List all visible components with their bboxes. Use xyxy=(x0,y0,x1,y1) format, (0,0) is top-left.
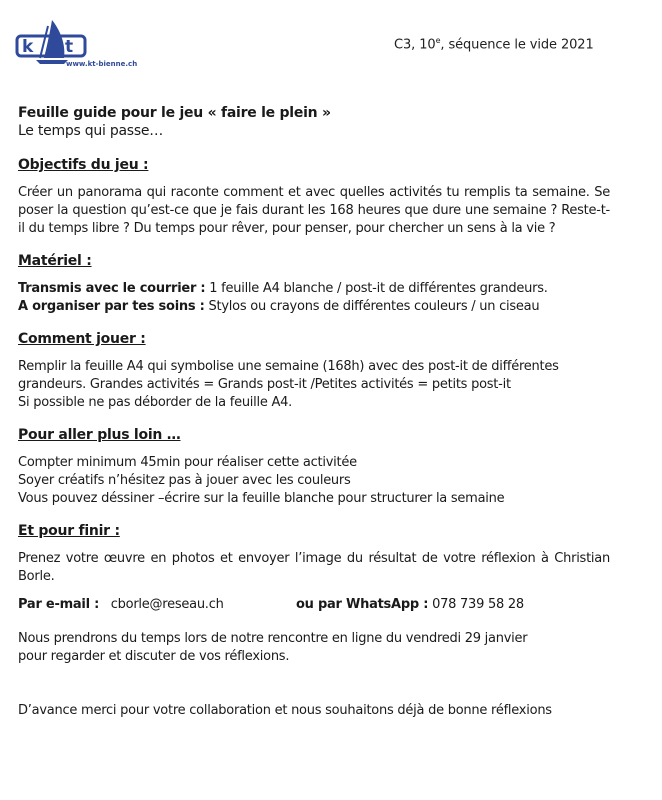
plus-loin-line: Soyer créatifs n’hésitez pas à jouer avec les couleurs xyxy=(18,473,351,488)
materiel-text-2: Stylos ou crayons de différentes couleurs / un ciseau xyxy=(204,299,540,314)
email-contact xyxy=(18,596,296,614)
document-body xyxy=(18,104,610,720)
section-comment-jouer xyxy=(18,330,610,412)
materiel-label-2: A organiser par tes soins : xyxy=(18,299,205,314)
reference-sup: e xyxy=(435,36,441,45)
whatsapp-number: 078 739 58 28 xyxy=(428,597,524,612)
heading-objectifs: Objectifs du jeu : xyxy=(18,157,149,173)
whatsapp-contact xyxy=(296,596,524,614)
svg-text:www.kt-bienne.ch: www.kt-bienne.ch xyxy=(66,60,138,68)
document-subtitle: Le temps qui passe… xyxy=(18,123,164,139)
materiel-label-1: Transmis avec le courrier : xyxy=(18,281,206,296)
materiel-line-2 xyxy=(18,298,610,316)
materiel-line-1 xyxy=(18,280,610,298)
sailboat-logo-icon xyxy=(14,18,144,70)
contact-row xyxy=(18,596,610,614)
meeting-text: Nous prendrons du temps lors de notre rencontre en ligne du vendredi 29 janvier pour regarder et discuter de vos réflexions. xyxy=(18,631,528,664)
closing-text: D’avance merci pour votre collaboration et nous souhaitons déjà de bonne réflexions xyxy=(18,703,552,718)
email-label: Par e-mail : xyxy=(18,597,100,612)
svg-text:k: k xyxy=(22,37,34,57)
heading-pour-finir: Et pour finir : xyxy=(18,523,120,539)
document-reference xyxy=(394,36,594,52)
materiel-text-1: 1 feuille A4 blanche / post-it de différentes grandeurs. xyxy=(205,281,548,296)
reference-suffix: , séquence le vide 2021 xyxy=(440,37,594,53)
svg-text:t: t xyxy=(65,37,74,57)
whatsapp-label: ou par WhatsApp : xyxy=(296,597,429,612)
finir-text: Prenez votre œuvre en photos et envoyer l’image du résultat de votre réflexion à Christian Borle. xyxy=(18,551,610,584)
document-title: Feuille guide pour le jeu « faire le plein » xyxy=(18,105,331,121)
section-materiel xyxy=(18,252,610,316)
comment-line-1: Remplir la feuille A4 qui symbolise une semaine (168h) avec des post-it de différentes grandeurs. Grandes activités = Grands post-it /Petites activités = petits post-it xyxy=(18,359,559,392)
kt-bienne-logo xyxy=(14,18,144,70)
section-pour-finir xyxy=(18,522,610,720)
objectifs-text: Créer un panorama qui raconte comment et avec quelles activités tu remplis ta semaine. Se poser la question qu’est-ce que je fais durant les 168 heures que dure une semaine ? Reste-t-il du temps libre ? Du temps pour rêver, pour penser, pour chercher un sens à la vie ? xyxy=(18,185,610,236)
heading-materiel: Matériel : xyxy=(18,253,92,269)
section-objectifs xyxy=(18,156,610,238)
email-link[interactable]: cborle@reseau.ch xyxy=(110,597,224,612)
comment-line-2: Si possible ne pas déborder de la feuille A4. xyxy=(18,395,293,410)
plus-loin-line: Compter minimum 45min pour réaliser cette activitée xyxy=(18,455,357,470)
reference-prefix: C3, 10 xyxy=(394,37,436,53)
plus-loin-line: Vous pouvez déssiner –écrire sur la feuille blanche pour structurer la semaine xyxy=(18,491,505,506)
section-plus-loin xyxy=(18,426,610,508)
heading-comment-jouer: Comment jouer : xyxy=(18,331,146,347)
heading-plus-loin: Pour aller plus loin … xyxy=(18,427,181,443)
